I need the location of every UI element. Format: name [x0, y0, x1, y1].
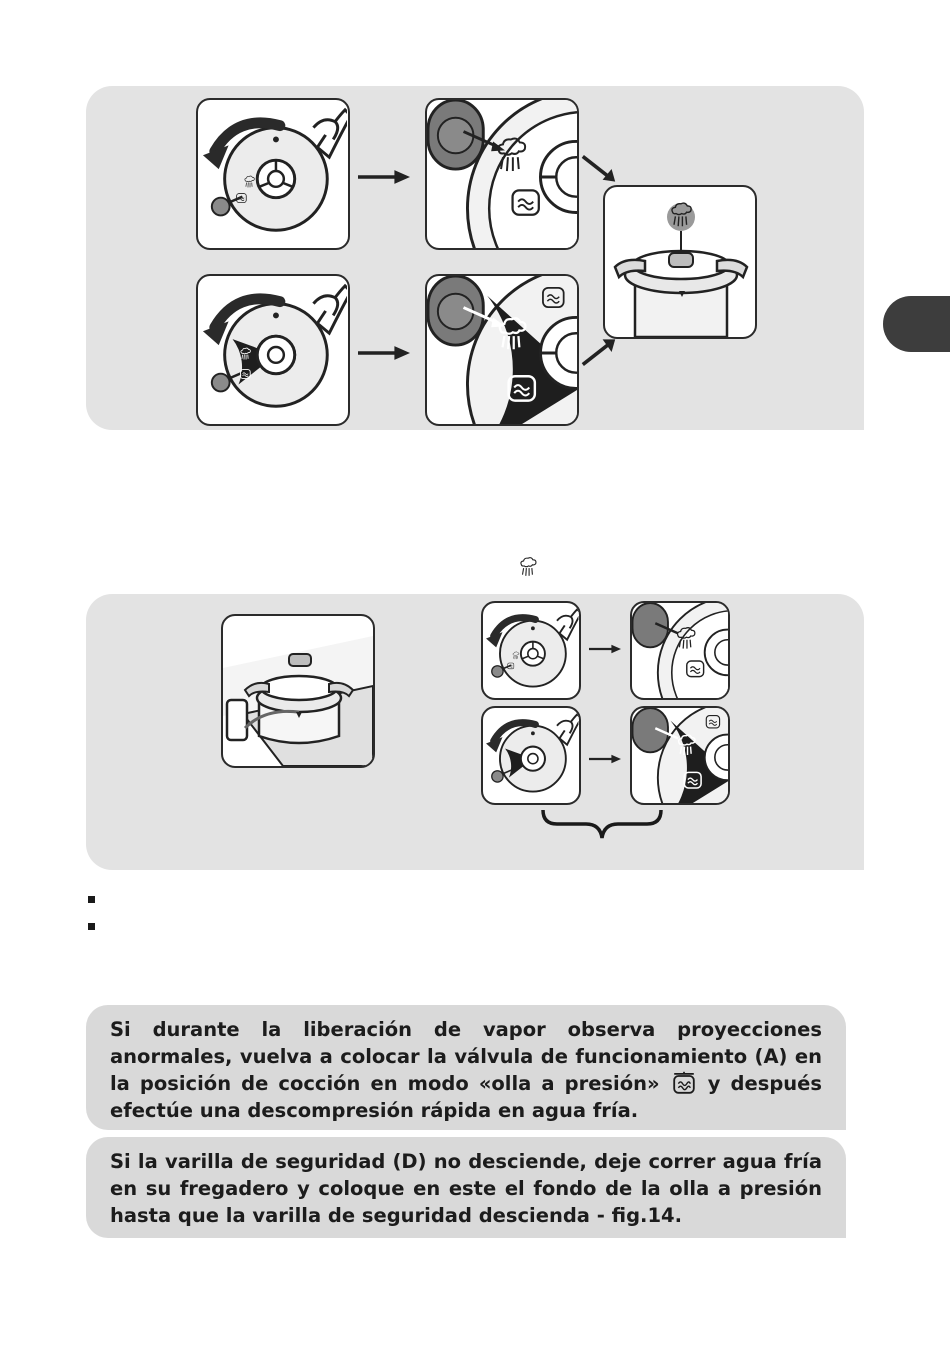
- list-bullet: [88, 923, 95, 930]
- arrow-right-icon: [589, 753, 621, 765]
- steam-release-icon: [517, 556, 539, 578]
- cooker-in-sink-frame: [221, 614, 375, 768]
- arrow-right-icon: [358, 168, 410, 186]
- valve-dial-turn-dark-frame: [196, 274, 350, 426]
- valve-closeup-small-frame: [630, 601, 730, 700]
- valve-dial-turn-frame: [196, 98, 350, 250]
- arrow-right-icon: [358, 344, 410, 362]
- arrow-diagonal-up-icon: [581, 336, 617, 368]
- valve-dial-turn-small-frame: [481, 601, 581, 700]
- warning-note-abnormal-projections: [86, 1005, 846, 1130]
- valve-dial-turn-small-dark-frame: [481, 706, 581, 805]
- arrow-right-icon: [589, 643, 621, 655]
- curly-brace-icon: [540, 808, 664, 840]
- warning-text: Si durante la liberación de vapor observa proyecciones anormales, vuelva a colocar la válvula de funcionamiento (A) en la posición de cocción en modo «olla a presión» y después efectúe una descompresión rápida en agua fría.: [110, 1018, 823, 1122]
- warning-note-safety-rod: [86, 1137, 846, 1238]
- cooker-steam-release-frame: [603, 185, 757, 339]
- valve-closeup-dark-frame: [425, 274, 579, 426]
- bottom-figure-panel: [86, 594, 864, 870]
- valve-closeup-frame: [425, 98, 579, 250]
- pressure-cooker-icon: [670, 1071, 698, 1095]
- warning-text: Si la varilla de seguridad (D) no desciende, deje correr agua fría en su fregadero y coloque en este el fondo de la olla a presión hasta que la varilla de seguridad descienda - fig.14.: [110, 1150, 822, 1227]
- chapter-tab: [883, 296, 950, 352]
- arrow-diagonal-down-icon: [581, 154, 617, 184]
- valve-closeup-small-dark-frame: [630, 706, 730, 805]
- list-bullet: [88, 896, 95, 903]
